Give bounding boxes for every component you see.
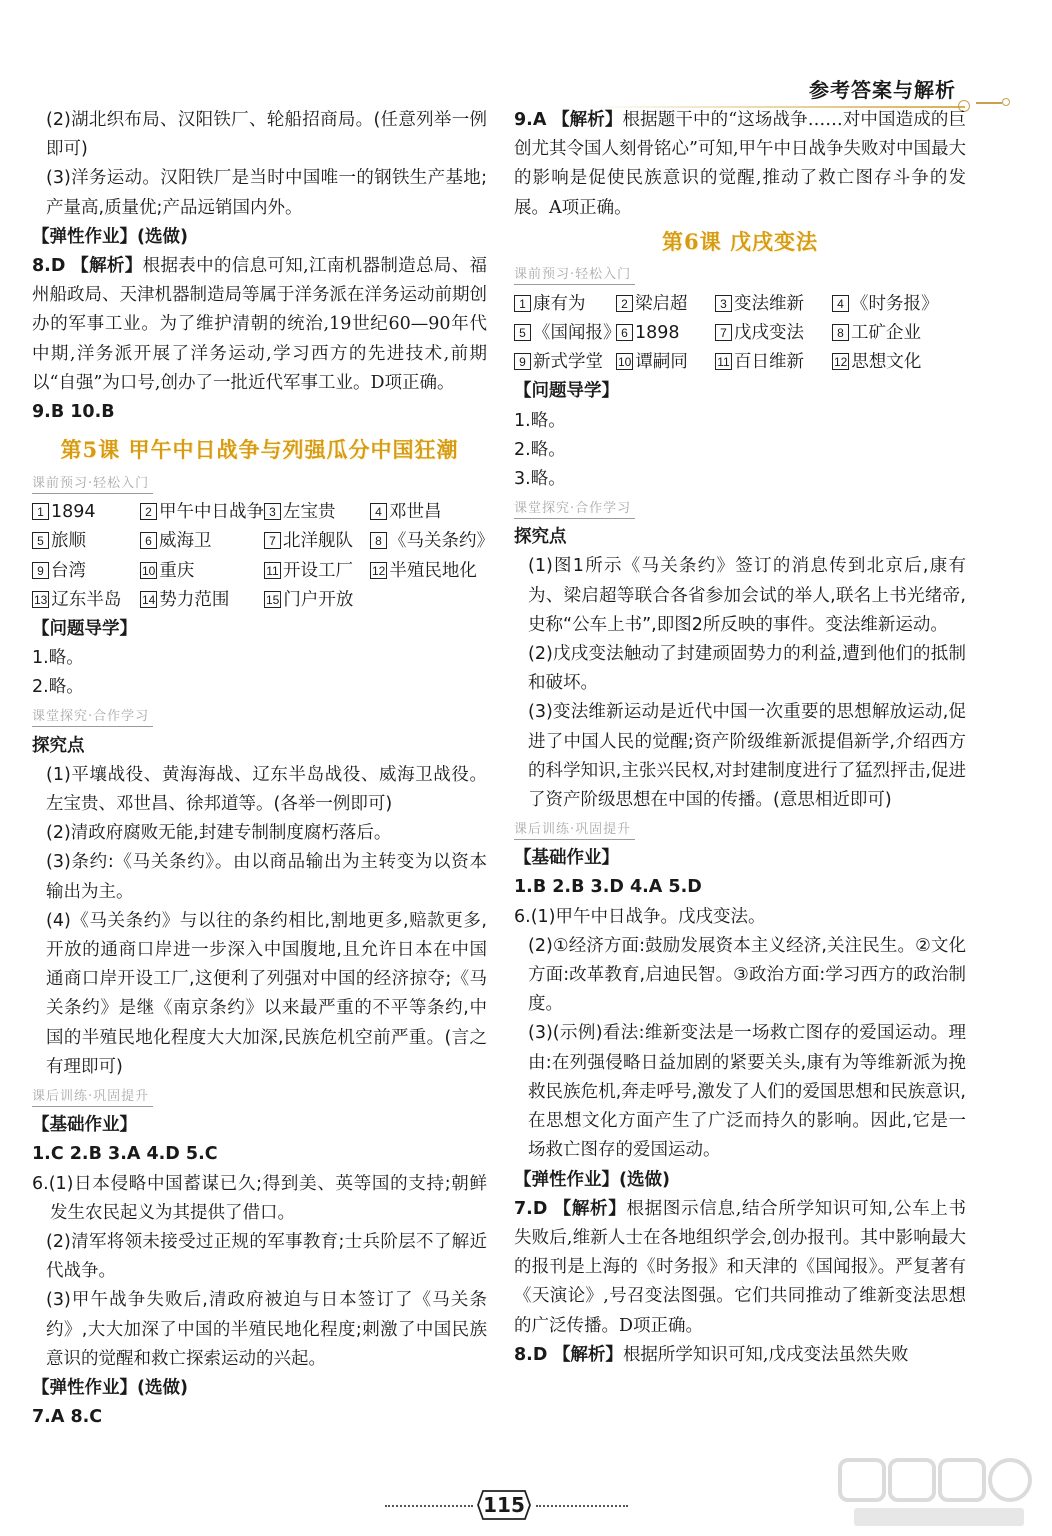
blank-item <box>32 557 140 586</box>
blank-text: 甲午中日战争 <box>159 502 264 523</box>
answer-line: 1.略。 <box>32 648 84 669</box>
blank-item <box>616 348 715 377</box>
blank-text: 康有为 <box>533 293 586 314</box>
answer-line: (2)戊戌变法触动了封建顽固势力的利益,遭到他们的抵制和破坏。 <box>528 644 966 694</box>
section-tag <box>514 819 966 841</box>
blank-item <box>832 319 966 348</box>
section-title: 【基础作业】 <box>514 848 619 869</box>
blank-text: 变法维新 <box>734 293 804 314</box>
blank-text: 1898 <box>635 323 680 344</box>
question-number: 9.A <box>514 110 547 130</box>
answer-line: 6.(1)甲午中日战争。戊戌变法。 <box>514 906 766 927</box>
header-ornament-line <box>976 102 1002 104</box>
blank-text: 工矿企业 <box>851 323 921 344</box>
section-tag <box>32 707 487 729</box>
lesson-title: 第5课 甲午中日战争与列强瓜分中国狂潮 <box>60 437 459 463</box>
blank-number: 4 <box>832 295 849 312</box>
blank-item <box>832 348 966 377</box>
answer-line: (3)洋务运动。汉阳铁厂是当时中国唯一的钢铁生产基地;产量高,质量优;产品远销国内外。 <box>46 168 487 218</box>
answer-line: 7.A 8.C <box>32 1407 103 1428</box>
section-title: 【问题导学】 <box>32 619 137 640</box>
answer-line: (2)清政府腐败无能,封建专制制度腐朽落后。 <box>46 823 392 844</box>
answer-line: 1.B 2.B 3.D 4.A 5.D <box>514 877 702 898</box>
blank-text: 势力范围 <box>159 589 230 610</box>
answer-line: (2)①经济方面:鼓励发展资本主义经济,关注民生。②文化方面:改革教育,启迪民智。③政治方面:学习西方的政治制度。 <box>528 935 966 1015</box>
blank-item <box>264 527 370 556</box>
section-tag <box>32 473 487 495</box>
blank-text: 《国闻报》 <box>533 323 621 344</box>
section-tag-label: 课后训练·巩固提升 <box>32 1088 153 1107</box>
section-title: 【弹性作业】(选做) <box>32 1377 188 1398</box>
blank-text: 开设工厂 <box>283 560 353 581</box>
section-tag-label: 课堂探究·合作学习 <box>32 708 153 727</box>
section-tag-label: 课堂探究·合作学习 <box>514 500 635 519</box>
blank-item <box>32 527 140 556</box>
blank-item <box>370 527 494 556</box>
page-number-text: 115 <box>483 1493 525 1517</box>
blank-item <box>514 348 616 377</box>
question-number: 8.D <box>32 256 66 277</box>
analysis-text: 根据图示信息,结合所学知识可知,公车上书失败后,维新人士在各地组织学会,创办报刊。其中影响最大的报刊是上海的《时务报》和天津的《国闻报》。严复著有《天演论》,号召变法图强。它们共同推动了维新变法思想的广泛传播。D项正确。 <box>514 1198 967 1336</box>
blank-number: 3 <box>715 295 732 312</box>
blank-number: 8 <box>832 324 849 341</box>
blank-number: 10 <box>618 355 632 370</box>
blank-item <box>616 319 715 348</box>
blank-number: 11 <box>715 353 732 370</box>
blank-item <box>715 319 832 348</box>
blank-text: 新式学堂 <box>533 352 603 373</box>
blank-number: 13 <box>34 592 48 607</box>
answer-line: 3.略。 <box>514 469 566 490</box>
right-column <box>514 106 966 1370</box>
analysis-text: 根据表中的信息可知,江南机器制造总局、福州船政局、天津机器制造局等属于洋务派在洋务运动前期创办的军事工业。为了维护清朝的统治,19世纪60—90年代中期,洋务派开展了洋务运动,学习西方的先进技术,前期以“自强”为口号,创办了一批近代军事工业。D项正确。 <box>32 256 488 393</box>
lesson-title: 第6课 戊戌变法 <box>662 228 818 254</box>
section-tag <box>32 1086 487 1108</box>
section-title: 探究点 <box>514 527 567 548</box>
section-title: 【问题导学】 <box>514 381 619 402</box>
analysis-marker: 【解析】 <box>552 110 623 130</box>
page-number <box>477 1488 531 1522</box>
blank-text: 谭嗣同 <box>635 352 688 373</box>
watermark-logo <box>834 1452 1034 1532</box>
blank-item <box>370 557 487 586</box>
blank-number: 11 <box>264 562 281 579</box>
section-tag-label: 课后训练·巩固提升 <box>514 821 635 840</box>
blank-number: 15 <box>266 592 280 607</box>
answer-line: (3)条约:《马关条约》。由以商品输出为主转变为以资本输出为主。 <box>46 852 487 902</box>
question-8 <box>32 252 487 398</box>
question-7 <box>514 1195 966 1341</box>
blank-item <box>32 586 140 615</box>
analysis-text: 根据所学知识可知,戊戌变法虽然失败 <box>622 1344 909 1365</box>
blank-text: 戊戌变法 <box>734 323 804 344</box>
blank-number: 3 <box>264 503 281 520</box>
blank-number: 12 <box>372 563 386 578</box>
blank-item <box>32 498 140 527</box>
question-number: 8.D <box>514 1344 548 1365</box>
blank-item <box>832 290 966 319</box>
answer-line: 1.C 2.B 3.A 4.D 5.C <box>32 1144 218 1165</box>
blank-number: 5 <box>514 324 531 341</box>
section-tag-label: 课前预习·轻松入门 <box>32 475 153 494</box>
section-tag <box>514 498 966 520</box>
section-title: 【弹性作业】(选做) <box>514 1169 670 1190</box>
blank-number: 2 <box>140 503 157 520</box>
blank-number: 1 <box>32 503 49 520</box>
blank-item <box>264 586 370 615</box>
blank-text: 威海卫 <box>159 531 212 552</box>
blank-text: 旅顺 <box>51 531 86 552</box>
section-title: 探究点 <box>32 735 85 756</box>
answer-line: (1)平壤战役、黄海海战、辽东半岛战役、威海卫战役。左宝贵、邓世昌、徐邦道等。(各举一例即可) <box>46 764 487 815</box>
answer-line: 2.略。 <box>514 439 566 460</box>
blank-item <box>140 527 264 556</box>
blank-item <box>370 498 487 527</box>
blank-text: 《时务报》 <box>851 293 939 314</box>
blank-number: 2 <box>616 295 633 312</box>
section-tag <box>514 265 966 287</box>
blank-text: 北洋舰队 <box>283 531 353 552</box>
blank-number: 4 <box>370 503 387 520</box>
blank-number: 14 <box>142 592 156 607</box>
answer-line: (2)湖北织布局、汉阳铁厂、轮船招商局。(任意列举一例即可) <box>46 110 487 160</box>
blank-item <box>514 319 621 348</box>
blank-text: 半殖民地化 <box>389 560 477 581</box>
answer-line: (4)《马关条约》与以往的条约相比,割地更多,赔款更多,开放的通商口岸进一步深入中国腹地,且允许日本在中国通商口岸开设工厂,这便利了列强对中国的经济掠夺;《马关条约》是继《南京条约》以来最严重的不平等条约,中国的半殖民地化程度大大加深,民族危机空前严重。(言之有理即可) <box>46 910 487 1077</box>
footer-dots-left <box>385 1505 473 1507</box>
footer-dots-right <box>536 1505 628 1507</box>
answer-line: 2.略。 <box>32 677 84 698</box>
blank-item <box>264 557 370 586</box>
answer-line: 9.B 10.B <box>32 402 115 423</box>
blank-text: 重庆 <box>159 560 195 581</box>
answer-line: 6.(1)日本侵略中国蓄谋已久;得到美、英等国的支持;朝鲜发生农民起义为其提供了借口。 <box>32 1173 487 1223</box>
blank-number: 8 <box>370 532 387 549</box>
blank-text: 1894 <box>51 502 96 523</box>
analysis-marker: 【解析】 <box>553 1198 627 1219</box>
blank-text: 思想文化 <box>851 352 922 373</box>
section-title: 【基础作业】 <box>32 1115 137 1136</box>
answer-line: (3)(示例)看法:维新变法是一场救亡图存的爱国运动。理由:在列强侵略日益加剧的紧要关头,康有为等维新派为挽救民族危机,奔走呼号,激发了人们的爱国思想和民族意识,在思想文化方面产生了广泛而持久的影响。因此,它是一场救亡图存的爱国运动。 <box>528 1023 966 1161</box>
blank-text: 邓世昌 <box>389 502 442 523</box>
blank-item <box>264 498 370 527</box>
analysis-marker: 【解析】 <box>552 1344 623 1365</box>
question-9 <box>514 106 966 223</box>
blank-text: 百日维新 <box>734 352 804 373</box>
answer-line: (3)甲午战争失败后,清政府被迫与日本签订了《马关条约》,大大加深了中国的半殖民地化程度;刺激了中国民族意识的觉醒和救亡探索运动的兴起。 <box>46 1290 487 1369</box>
blank-number: 12 <box>834 355 848 370</box>
analysis-marker: 【解析】 <box>71 256 143 277</box>
blank-text: 台湾 <box>51 560 86 581</box>
blank-number: 9 <box>514 353 531 370</box>
answer-line: (1)图1所示《马关条约》签订的消息传到北京后,康有为、梁启超等联合各省参加会试的举人,联名上书光绪帝,史称“公车上书”,即图2所反映的事件。变法维新运动。 <box>528 556 966 635</box>
answer-line: (2)清军将领未接受过正规的军事教育;士兵阶层不了解近代战争。 <box>46 1231 487 1282</box>
blank-number: 9 <box>32 562 49 579</box>
answer-line: (3)变法维新运动是近代中国一次重要的思想解放运动,促进了中国人民的觉醒;资产阶级维新派提倡新学,介绍西方的科学知识,主张兴民权,对封建制度进行了猛烈抨击,促进了资产阶级思想在中国的传播。(意思相近即可) <box>528 702 966 811</box>
blank-item <box>140 586 264 615</box>
question-8 <box>514 1341 966 1370</box>
blank-text: 《马关条约》 <box>389 531 494 552</box>
blank-number: 6 <box>616 324 633 341</box>
blank-grid <box>514 290 966 378</box>
blank-text: 左宝贵 <box>283 502 336 523</box>
blank-text: 辽东半岛 <box>51 589 122 610</box>
blank-number: 7 <box>715 324 732 341</box>
blank-number: 10 <box>142 563 156 578</box>
section-tag-label: 课前预习·轻松入门 <box>514 266 635 285</box>
blank-item <box>715 290 832 319</box>
answer-line: 1.略。 <box>514 410 566 431</box>
blank-number: 7 <box>264 532 281 549</box>
header-ornament-end <box>1002 98 1010 106</box>
blank-item <box>715 348 832 377</box>
blank-number: 5 <box>32 532 49 549</box>
blank-item <box>616 290 715 319</box>
question-number: 7.D <box>514 1198 548 1219</box>
analysis-text: 根据题干中的“这场战争……对中国造成的巨创尤其令国人刻骨铭心”可知,甲午中日战争失败对中国最大的影响是促使民族意识的觉醒,推动了救亡图存斗争的发展。A项正确。 <box>514 110 967 218</box>
blank-number: 6 <box>140 532 157 549</box>
blank-text: 梁启超 <box>635 293 688 314</box>
blank-grid <box>32 498 494 615</box>
blank-item <box>514 290 616 319</box>
left-column <box>32 106 494 1432</box>
blank-item <box>140 557 264 586</box>
blank-number: 1 <box>514 295 531 312</box>
section-title: 【弹性作业】(选做) <box>32 226 188 247</box>
blank-item <box>140 498 264 527</box>
blank-text: 门户开放 <box>283 589 354 610</box>
header-title: 参考答案与解析 <box>809 78 956 102</box>
